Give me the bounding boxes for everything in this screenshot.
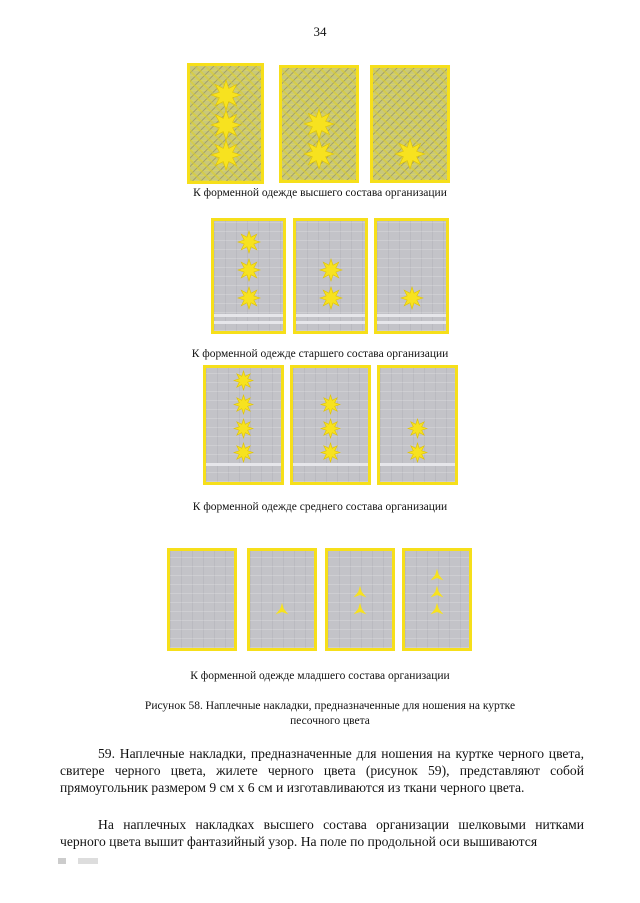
caption-junior: К форменной одежде младшего состава организации xyxy=(190,670,450,682)
paragraph-60: На наплечных накладках высшего состава организации шелковыми нитками черного цвета вышит фантазийный узор. На поле по продольной оси вышиваются xyxy=(60,817,584,849)
epaulette-middle-2-stars xyxy=(377,365,458,485)
star-icon xyxy=(401,287,423,309)
star-icon xyxy=(408,419,427,438)
star-icon xyxy=(238,259,260,281)
triangle-insignia-icon xyxy=(274,602,290,618)
star-icon xyxy=(304,139,334,169)
epaulette-highest-2-stars xyxy=(279,65,359,183)
star-icon xyxy=(320,259,342,281)
star-icon xyxy=(234,443,253,462)
epaulette-junior-plain xyxy=(167,548,237,651)
star-icon xyxy=(238,231,260,253)
caption-senior: К форменной одежде старшего состава организации xyxy=(191,348,449,360)
triangle-insignia-icon xyxy=(429,585,445,601)
page-number: 34 xyxy=(313,24,327,39)
star-icon xyxy=(211,140,241,170)
epaulette-senior-1-star xyxy=(374,218,449,334)
triangle-insignia-icon xyxy=(352,585,368,601)
triangle-insignia-icon xyxy=(429,602,445,618)
star-icon xyxy=(304,109,334,139)
scan-artifact xyxy=(58,858,118,864)
star-icon xyxy=(321,395,340,414)
figure-title-line-2: песочного цвета xyxy=(290,715,370,727)
triangle-insignia-icon xyxy=(352,602,368,618)
caption-middle: К форменной одежде среднего состава организации xyxy=(192,501,448,513)
star-icon xyxy=(234,395,253,414)
star-icon xyxy=(211,80,241,110)
figure-title-line-1: Рисунок 58. Наплечные накладки, предназначенные для ношения на куртке xyxy=(144,700,516,712)
star-icon xyxy=(234,419,253,438)
star-icon xyxy=(321,443,340,462)
epaulette-senior-2-stars xyxy=(293,218,368,334)
star-icon xyxy=(321,419,340,438)
caption-highest: К форменной одежде высшего состава организации xyxy=(193,187,447,199)
epaulette-junior-2-triangles xyxy=(325,548,395,651)
paragraph-59: 59. Наплечные накладки, предназначенные для ношения на куртке черного цвета, свитере черного цвета, жилете черного цвета (рисунок 59), представляют собой прямоугольник размером 9 см х 6 см и изготавливаются из ткани черного цвета. xyxy=(60,746,584,795)
star-icon xyxy=(395,139,425,169)
star-icon xyxy=(211,110,241,140)
epaulette-senior-3-stars xyxy=(211,218,286,334)
epaulette-middle-3-stars xyxy=(290,365,371,485)
star-icon xyxy=(320,287,342,309)
triangle-insignia-icon xyxy=(429,568,445,584)
figure-title xyxy=(100,699,560,729)
star-icon xyxy=(408,443,427,462)
star-icon xyxy=(234,371,253,390)
epaulette-middle-4-stars xyxy=(203,365,284,485)
epaulette-junior-3-triangles xyxy=(402,548,472,651)
epaulette-highest-1-star xyxy=(370,65,450,183)
star-icon xyxy=(238,287,260,309)
epaulette-highest-3-stars xyxy=(187,63,264,184)
epaulette-junior-1-triangle xyxy=(247,548,317,651)
